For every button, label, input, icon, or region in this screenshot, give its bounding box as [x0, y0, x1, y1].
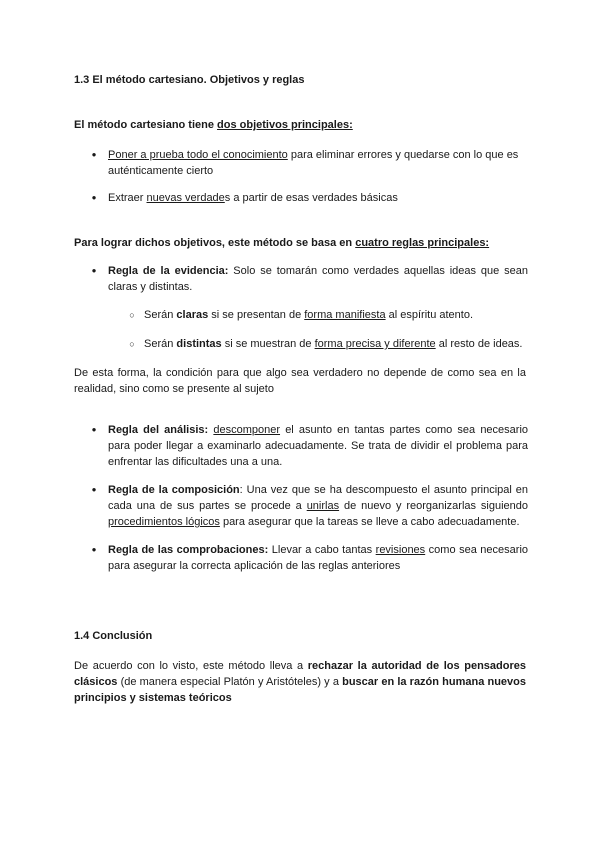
sub1-mid: si se presentan de	[208, 309, 305, 321]
objective-2-underlined: nuevas verdade	[146, 192, 225, 204]
section-1-4-title: 1.4 Conclusión	[74, 630, 153, 642]
rule-composition-text	[108, 482, 528, 530]
sub-bullet-icon: ○	[129, 339, 135, 349]
sub1-pre: Serán	[144, 309, 177, 321]
rule-analysis-rest: el asunto en tantas partes como sea necesario para poder llegar a examinarlo adecuadamente. Se trata de dividir el problema para enfrentar las dificultades una a una.	[108, 424, 529, 468]
bullet-icon: ●	[91, 485, 97, 494]
rules-intro-underlined: cuatro reglas principales:	[355, 237, 490, 249]
rule-checks-title: Regla de las comprobaciones:	[108, 544, 269, 556]
rule4-rest: como sea necesario para asegurar la correcta aplicación de las reglas anteriores	[108, 544, 529, 572]
rule-analysis-title: Regla del análisis:	[108, 424, 209, 436]
rule-evidence-title: Regla de la evidencia:	[108, 265, 229, 277]
rules-intro	[74, 235, 526, 251]
sub2-rest: al resto de ideas.	[435, 338, 523, 350]
rule-checks-text	[108, 542, 528, 574]
sub2-underlined: forma precisa y diferente	[314, 338, 436, 350]
conclusion-bold-2: buscar en la razón humana nuevos principios y sistemas teóricos	[74, 676, 526, 704]
rule3-rest: para asegurar que la tareas se lleve a cabo adecuadamente.	[219, 516, 520, 528]
bullet-icon: ●	[91, 425, 97, 434]
sub2-bold: distintas	[176, 338, 222, 350]
rule-composition-title: Regla de la composición	[108, 484, 240, 496]
bullet-icon: ●	[91, 545, 97, 554]
rule-analysis-underlined: descomponer	[213, 424, 281, 436]
rules-intro-text: Para lograr dichos objetivos, este método se basa en	[74, 237, 356, 249]
objectives-intro-underlined: dos objetivos principales:	[217, 119, 353, 131]
sub-item-distintas-text	[144, 336, 528, 352]
objective-2-pre: Extraer	[108, 192, 147, 204]
section-1-3-title: 1.3 El método cartesiano. Objetivos y reglas	[74, 74, 305, 86]
sub1-rest: al espíritu atento.	[385, 309, 474, 321]
objective-1-underlined: Poner a prueba todo el conocimiento	[108, 149, 288, 161]
objective-1-text	[108, 147, 528, 179]
sub1-bold: claras	[176, 309, 209, 321]
rule-evidence-text	[108, 263, 528, 295]
conclusion-a: De acuerdo con lo visto, este método lleva a	[74, 660, 308, 672]
rule3-underlined-1: unirlas	[306, 500, 340, 512]
rule-evidence-rest: Solo se tomarán como verdades aquellas ideas que sean claras y distintas.	[108, 265, 528, 293]
sub2-pre: Serán	[144, 338, 177, 350]
rule3-a: : Una vez que se ha descompuesto el asunto principal en cada una de sus partes se procede a	[108, 484, 529, 512]
sub-item-claras-text	[144, 307, 528, 323]
rule4-a: Llevar a cabo tantas	[268, 544, 376, 556]
rule3-b: de nuevo y reorganizarlas siguiendo	[339, 500, 529, 512]
objectives-intro	[74, 117, 526, 133]
conclusion-c: (de manera especial Platón y Aristóteles) y a	[117, 676, 343, 688]
rule3-underlined-2: procedimientos lógicos	[108, 516, 220, 528]
rule4-underlined: revisiones	[375, 544, 426, 556]
sub-bullet-icon: ○	[129, 310, 135, 320]
objective-1-rest: para eliminar errores y quedarse con lo que es auténticamente cierto	[108, 149, 519, 177]
paragraph-condition: De esta forma, la condición para que algo sea verdadero no depende de como sea en la realidad, sino como se presente al sujeto	[74, 367, 526, 395]
conclusion-bold-1: rechazar la autoridad de los pensadores clásicos	[74, 660, 526, 688]
sub1-underlined: forma manifiesta	[304, 309, 386, 321]
bullet-icon: ●	[91, 266, 97, 275]
objective-2-text	[108, 190, 528, 206]
rule-analysis-text	[108, 422, 528, 470]
sub2-mid: si se muestran de	[221, 338, 315, 350]
bullet-icon: ●	[91, 150, 97, 159]
objectives-intro-text: El método cartesiano tiene	[74, 119, 218, 131]
objective-2-rest: s a partir de esas verdades básicas	[224, 192, 398, 204]
conclusion-paragraph	[74, 658, 526, 706]
bullet-icon: ●	[91, 193, 97, 202]
